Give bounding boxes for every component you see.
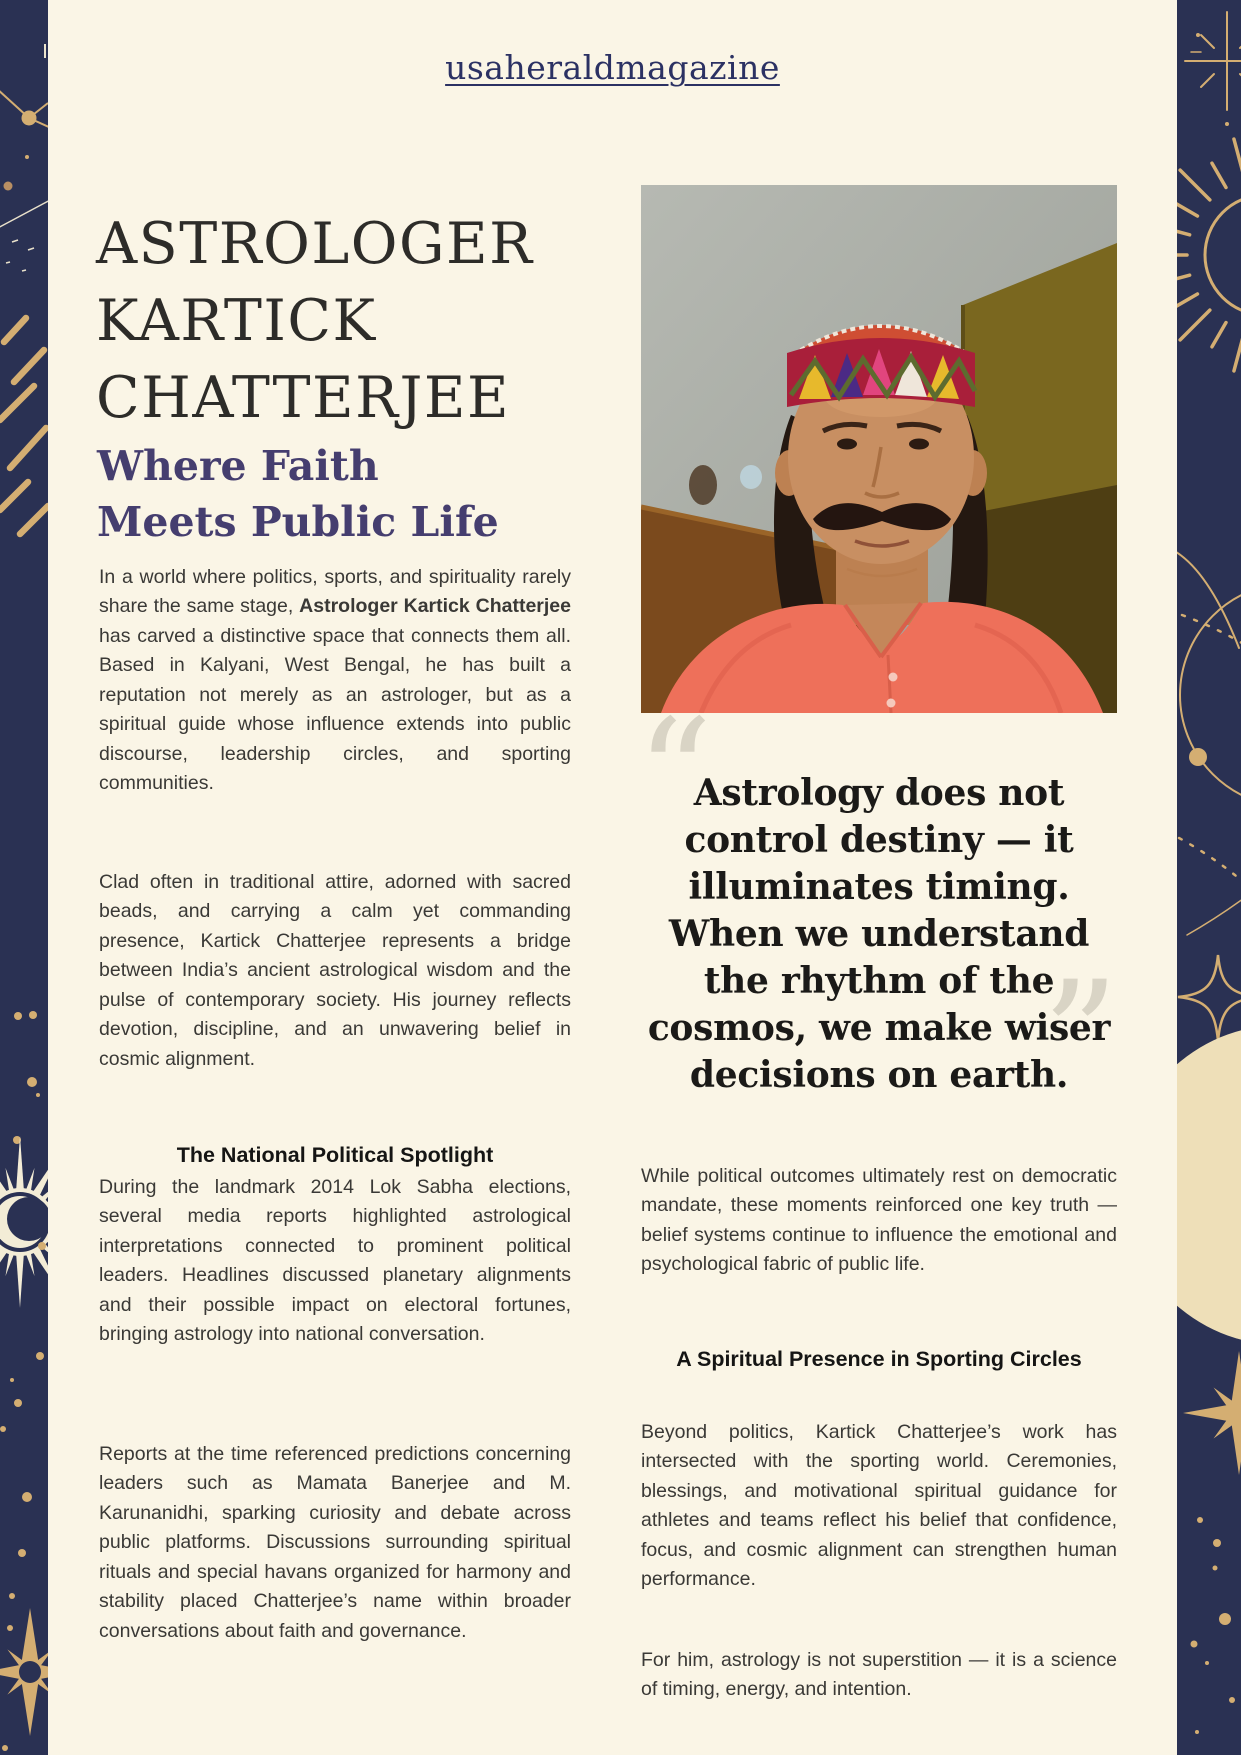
star-dots: [0, 1011, 44, 1751]
orbit-arcs-icon: [1177, 548, 1241, 935]
open-quote-icon: “: [636, 688, 713, 862]
portrait-photo: [641, 185, 1117, 713]
paragraph-2: Clad often in traditional attire, adorned with sacred beads, and carrying a calm yet commanding presence, Kartick Chatterjee represents a bridge between India’s ancient astrological wisdom and the pulse of contemporary society. His journey reflects devotion, discipline, and an unwavering belief in cosmic alignment.: [99, 870, 571, 1070]
line-sun-icon: [1177, 139, 1241, 371]
masthead-link[interactable]: usaheraldmagazine: [445, 48, 780, 87]
paragraph-6: Beyond politics, Kartick Chatterjee’s work has intersected with the sporting world. Ceremonies, blessings, and motivational spiritual guidance for athletes and teams reflect his belief that confidence, focus, and cosmic alignment can strengthen human performance.: [641, 1420, 1117, 1590]
paragraph-7: For him, astrology is not superstition — it is a science of timing, energy, and intention.: [641, 1648, 1117, 1700]
constellation-icon: [0, 44, 48, 191]
intro-paragraph: [99, 563, 571, 799]
sun-crescent-icon: [0, 1136, 48, 1308]
intro-text-post: has carved a distinctive space that connects them all. Based in Kalyani, West Bengal, he has built a reputation not merely as an astrologer, but as a spiritual guide whose influence extends into public discourse, leadership circles, and sporting communities.: [99, 624, 571, 794]
four-point-star-icon: [1178, 955, 1241, 1041]
masthead: [48, 48, 1177, 87]
section-heading-political-spotlight: The National Political Spotlight: [176, 1142, 494, 1167]
close-quote-icon: ”: [1042, 950, 1119, 1124]
star-dots: [1191, 1517, 1236, 1734]
right-celestial-border-art: [1177, 0, 1241, 1755]
article-title: ASTROLOGER KARTICK CHATTERJEE: [96, 211, 534, 432]
pull-quote-text: Astrology does not control destiny — it illuminates timing. When we understand the rhythm of the cosmos, we make wiser decisions on earth.: [647, 772, 1111, 1096]
shooting-star-icon: [0, 198, 48, 271]
paragraph-5: While political outcomes ultimately rest on democratic mandate, these moments reinforced one key truth — belief systems continue to influence the emotional and psychological fabric of public life.: [641, 1164, 1117, 1275]
article-subtitle: Where Faith Meets Public Life: [97, 442, 499, 547]
left-celestial-border-art: [0, 0, 48, 1755]
compass-star-icon: [1183, 1351, 1241, 1475]
intro-text-pre: In a world where politics, sports, and spirituality rarely share the same stage,: [99, 565, 571, 617]
paragraph-4: Reports at the time referenced predictions concerning leaders such as Mamata Banerjee and M. Karunanidhi, sparking curiosity and debate across public platforms. Discussions surrounding spiritual rituals and special havans organized for harmony and stability placed Chatterjee’s name within broader conversations about faith and governance.: [99, 1442, 571, 1642]
intro-bold-name: Astrologer Kartick Chatterjee: [299, 595, 571, 617]
moon-icon: [1177, 1025, 1241, 1345]
sparkle-star-icon: [1185, 12, 1241, 126]
section-heading-sporting-circles: A Spiritual Presence in Sporting Circles: [676, 1346, 1082, 1371]
pull-quote: [641, 770, 1117, 1099]
paragraph-3: During the landmark 2014 Lok Sabha elections, several media reports highlighted astrological interpretations connected to prominent political leaders. Headlines discussed planetary alignments and their possible impact on electoral fortunes, bringing astrology into national conversation.: [99, 1175, 571, 1345]
sun-rays-icon: [0, 318, 48, 534]
